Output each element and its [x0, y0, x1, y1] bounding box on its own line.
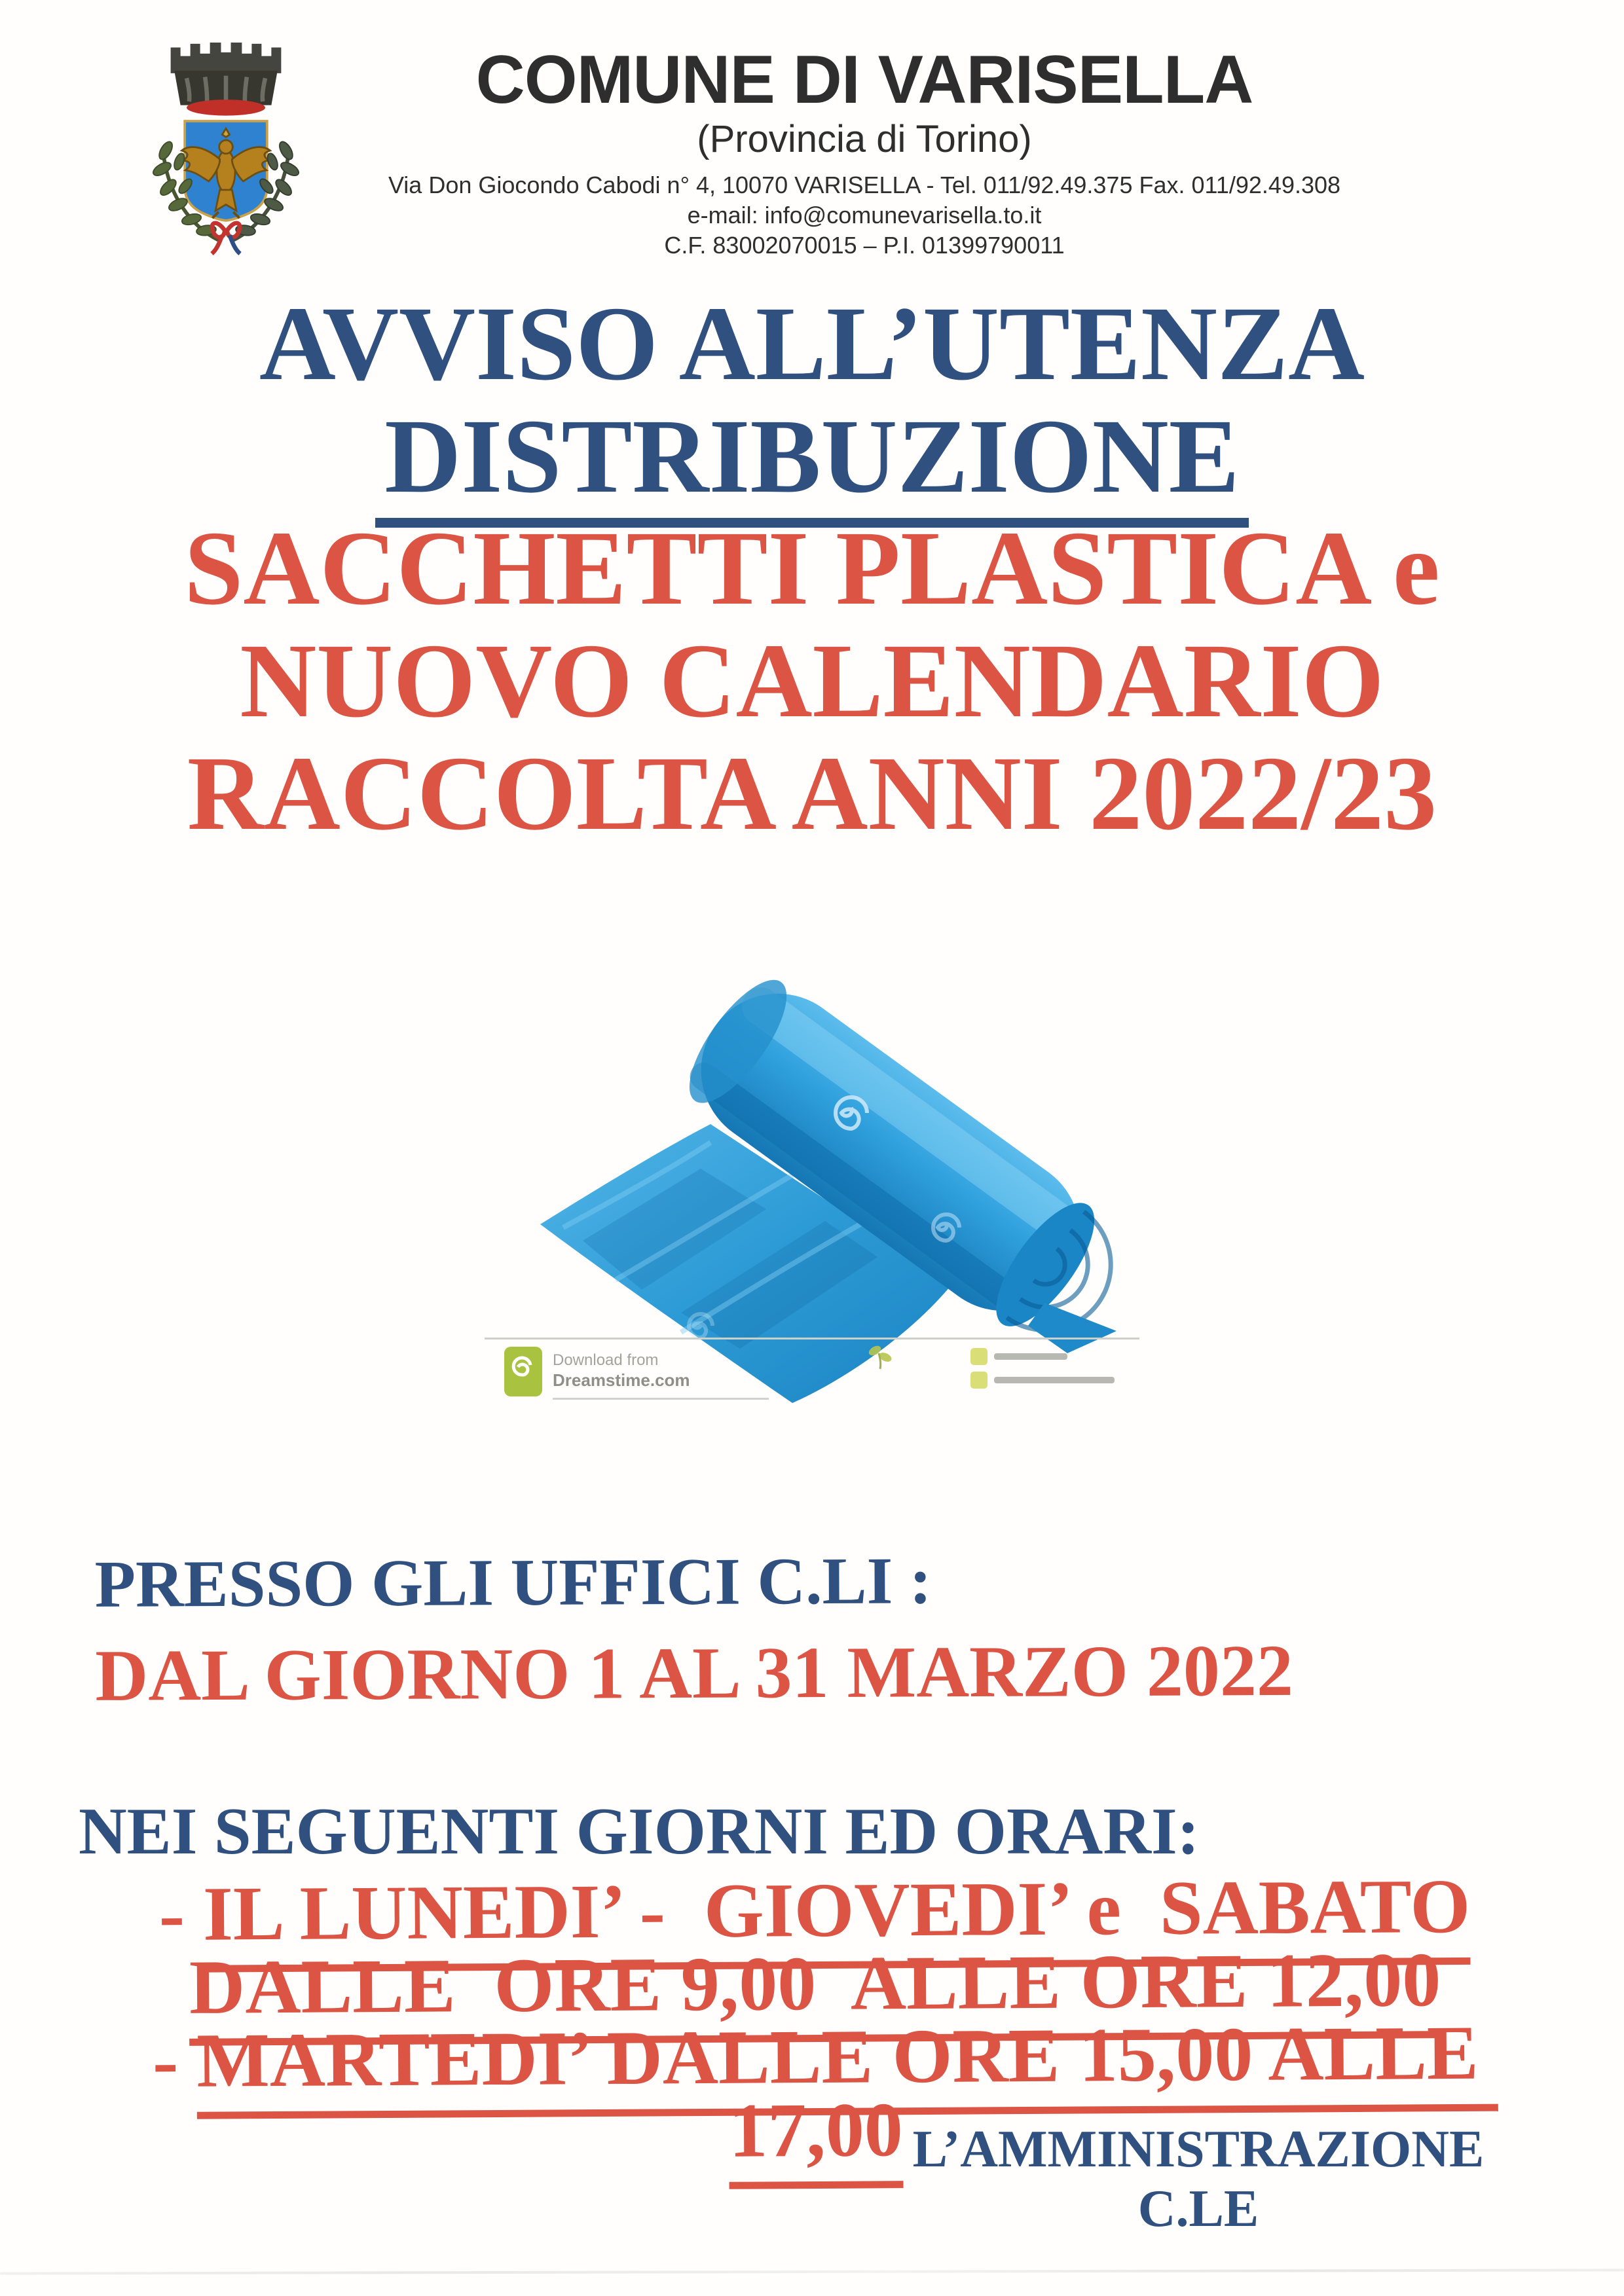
subject-line-1: SACCHETTI PLASTICA e: [184, 510, 1440, 628]
notice-title-block: [0, 285, 1624, 852]
subject-line-3: RACCOLTA ANNI 2022/23: [187, 735, 1437, 852]
email-line: e-mail: info@comunevarisella.to.it: [687, 202, 1042, 229]
watermark-site-text: Dreamstime.com: [553, 1370, 690, 1390]
title-line-1: AVVISO ALL’UTENZA: [259, 285, 1365, 403]
municipality-name: COMUNE DI VARISELLA: [475, 42, 1253, 118]
date-range-line: DAL GIORNO 1 AL 31 MARZO 2022: [95, 1630, 1294, 1717]
shield: [182, 121, 270, 221]
address-line: Via Don Giocondo Cabodi n° 4, 10070 VARISELLA - Tel. 011/92.49.375 Fax. 011/92.49.308: [388, 172, 1341, 198]
signature-line: L’AMMINISTRAZIONE C.LE: [912, 2121, 1485, 2238]
offices-line: PRESSO GLI UFFICI C.LI :: [94, 1544, 932, 1622]
letterhead: [275, 42, 1454, 261]
list-dash: -: [158, 1871, 185, 1958]
mural-crown: [171, 43, 282, 116]
schedule-info: [79, 1795, 1552, 2174]
list-dash: -: [152, 2018, 179, 2104]
schedule-tuesday-hours-line: - MARTEDI’ DALLE ORE 15,00 ALLE 17,00: [79, 2016, 1553, 2172]
fiscal-line: C.F. 83002070015 – P.I. 01399790011: [664, 232, 1065, 259]
subject-line-2: NUOVO CALENDARIO: [240, 623, 1384, 740]
distribution-info: [94, 1542, 1562, 1717]
plastic-bags-photo: [485, 913, 1139, 1417]
scan-artifact-line: [0, 2269, 1624, 2274]
schedule-days-line: - IL LUNEDI’ - GIOVEDI’ e SABATO: [78, 1869, 1552, 1952]
bag-roll-illustration: [540, 963, 1139, 1403]
schedule-heading: NEI SEGUENTI GIORNI ED ORARI:: [79, 1795, 1200, 1868]
watermark-download-text: Download from: [553, 1351, 659, 1369]
dreamstime-logo-icon: [504, 1347, 542, 1396]
credit-icons: [970, 1348, 1115, 1389]
province-line: (Provincia di Torino): [697, 118, 1032, 160]
title-line-2: DISTRIBUZIONE: [375, 398, 1248, 528]
schedule-morning-hours-line: DALLE ORE 9,00 ALLE ORE 12,00: [78, 1942, 1552, 2025]
